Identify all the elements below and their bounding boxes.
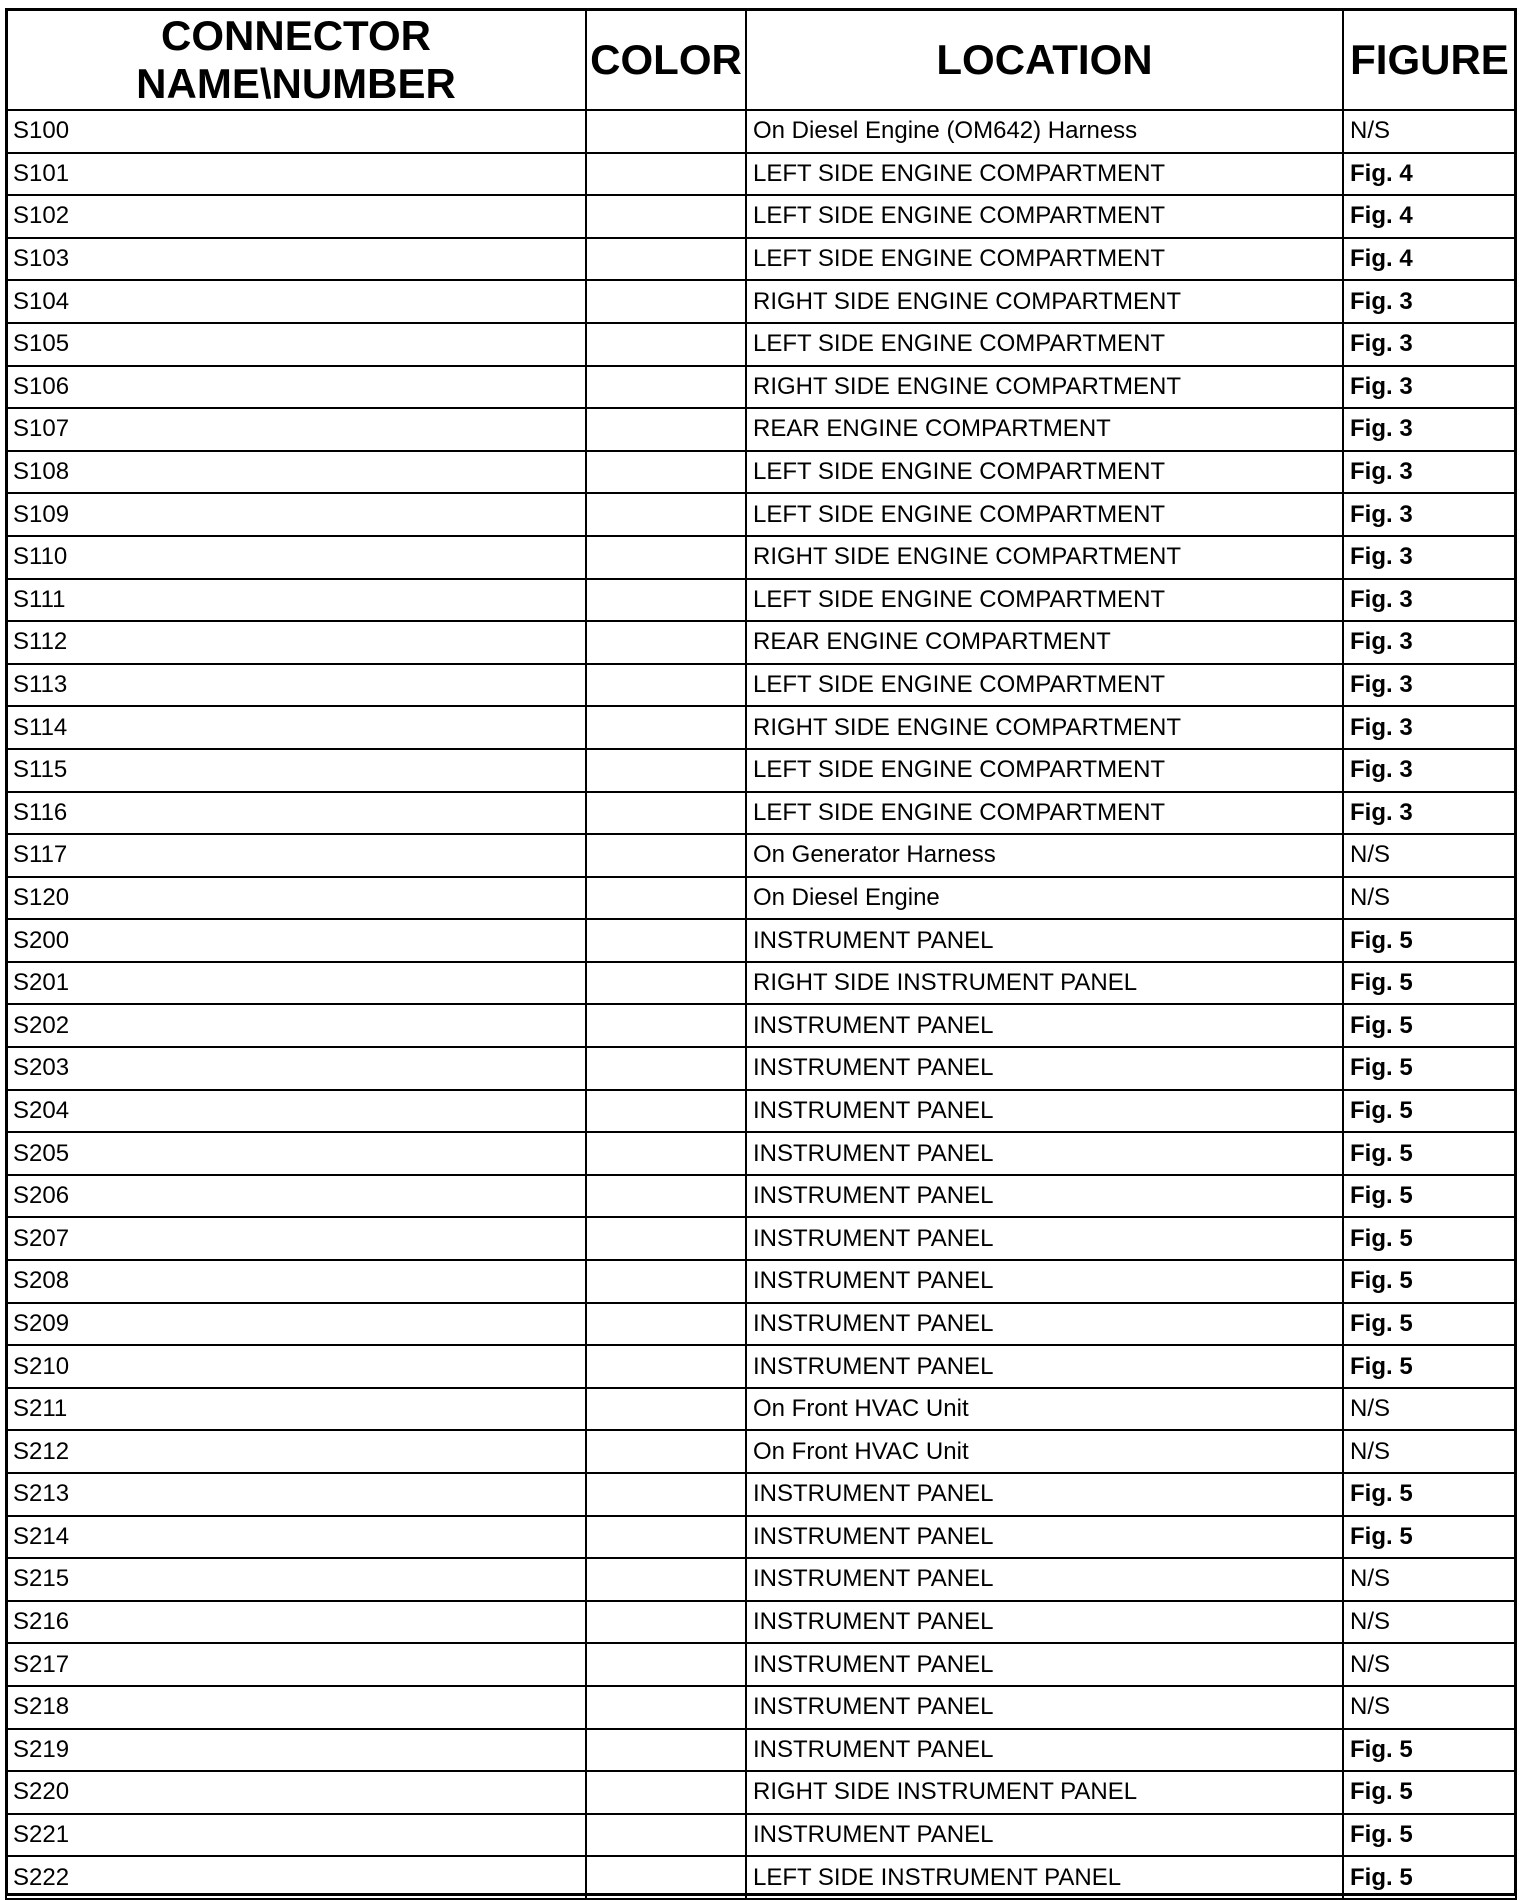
figure-cell: Fig. 5 xyxy=(1343,1004,1516,1047)
color-cell xyxy=(586,238,746,281)
location-cell: LEFT SIDE INSTRUMENT PANEL xyxy=(746,1856,1343,1899)
color-cell xyxy=(586,579,746,622)
connector-name-cell: S220 xyxy=(6,1771,586,1814)
table-row xyxy=(6,1814,1516,1857)
table-row xyxy=(6,408,1516,451)
figure-cell: N/S xyxy=(1343,1686,1516,1729)
table-row xyxy=(6,153,1516,196)
connector-name-cell: S218 xyxy=(6,1686,586,1729)
figure-cell: Fig. 3 xyxy=(1343,323,1516,366)
table-row xyxy=(6,1430,1516,1473)
connector-name-cell: S221 xyxy=(6,1814,586,1857)
connector-name-cell: S203 xyxy=(6,1047,586,1090)
connector-name-cell: S101 xyxy=(6,153,586,196)
connector-name-cell: S109 xyxy=(6,493,586,536)
location-cell: LEFT SIDE ENGINE COMPARTMENT xyxy=(746,451,1343,494)
header-figure: FIGURE xyxy=(1343,9,1516,110)
color-cell xyxy=(586,877,746,920)
figure-cell: Fig. 5 xyxy=(1343,1345,1516,1388)
table-row xyxy=(6,1345,1516,1388)
location-cell: LEFT SIDE ENGINE COMPARTMENT xyxy=(746,238,1343,281)
table-row xyxy=(6,579,1516,622)
color-cell xyxy=(586,1473,746,1516)
location-cell: RIGHT SIDE INSTRUMENT PANEL xyxy=(746,962,1343,1005)
header-connector-line2: NAME\NUMBER xyxy=(136,59,456,107)
table-row xyxy=(6,1729,1516,1772)
table-row xyxy=(6,195,1516,238)
color-cell xyxy=(586,323,746,366)
connector-name-cell: S113 xyxy=(6,664,586,707)
figure-cell: Fig. 3 xyxy=(1343,451,1516,494)
header-connector-line1: CONNECTOR xyxy=(161,11,431,59)
connector-name-cell: S215 xyxy=(6,1558,586,1601)
table-row xyxy=(6,1473,1516,1516)
table-row xyxy=(6,1601,1516,1644)
location-cell: LEFT SIDE ENGINE COMPARTMENT xyxy=(746,493,1343,536)
table-row xyxy=(6,749,1516,792)
connector-name-cell: S211 xyxy=(6,1388,586,1431)
color-cell xyxy=(586,1345,746,1388)
location-cell: LEFT SIDE ENGINE COMPARTMENT xyxy=(746,664,1343,707)
color-cell xyxy=(586,493,746,536)
connector-name-cell: S201 xyxy=(6,962,586,1005)
table-row xyxy=(6,919,1516,962)
connector-name-cell: S105 xyxy=(6,323,586,366)
location-cell: INSTRUMENT PANEL xyxy=(746,1175,1343,1218)
figure-cell: Fig. 3 xyxy=(1343,408,1516,451)
location-cell: INSTRUMENT PANEL xyxy=(746,1260,1343,1303)
table-row xyxy=(6,877,1516,920)
connector-name-cell: S212 xyxy=(6,1430,586,1473)
location-cell: INSTRUMENT PANEL xyxy=(746,1090,1343,1133)
table-row xyxy=(6,792,1516,835)
color-cell xyxy=(586,1260,746,1303)
table-row xyxy=(6,366,1516,409)
header-connector xyxy=(6,9,586,110)
figure-cell: Fig. 3 xyxy=(1343,366,1516,409)
location-cell: RIGHT SIDE ENGINE COMPARTMENT xyxy=(746,536,1343,579)
connector-name-cell: S104 xyxy=(6,280,586,323)
table-row xyxy=(6,664,1516,707)
connector-name-cell: S112 xyxy=(6,621,586,664)
figure-cell: Fig. 4 xyxy=(1343,153,1516,196)
color-cell xyxy=(586,536,746,579)
table-row xyxy=(6,1516,1516,1559)
figure-cell: N/S xyxy=(1343,1601,1516,1644)
table-row xyxy=(6,1558,1516,1601)
location-cell: On Generator Harness xyxy=(746,834,1343,877)
table-row xyxy=(6,1132,1516,1175)
figure-cell: Fig. 5 xyxy=(1343,1729,1516,1772)
location-cell: INSTRUMENT PANEL xyxy=(746,1516,1343,1559)
figure-cell: N/S xyxy=(1343,1643,1516,1686)
connector-name-cell: S117 xyxy=(6,834,586,877)
connector-name-cell: S202 xyxy=(6,1004,586,1047)
figure-cell: Fig. 5 xyxy=(1343,1047,1516,1090)
color-cell xyxy=(586,664,746,707)
location-cell: INSTRUMENT PANEL xyxy=(746,1345,1343,1388)
color-cell xyxy=(586,1814,746,1857)
location-cell: RIGHT SIDE ENGINE COMPARTMENT xyxy=(746,280,1343,323)
color-cell xyxy=(586,1047,746,1090)
connector-name-cell: S116 xyxy=(6,792,586,835)
figure-cell: Fig. 5 xyxy=(1343,962,1516,1005)
location-cell: INSTRUMENT PANEL xyxy=(746,1132,1343,1175)
color-cell xyxy=(586,834,746,877)
connector-name-cell: S214 xyxy=(6,1516,586,1559)
table-row xyxy=(6,1217,1516,1260)
connector-name-cell: S115 xyxy=(6,749,586,792)
figure-cell: Fig. 3 xyxy=(1343,664,1516,707)
table-row xyxy=(6,536,1516,579)
connector-name-cell: S120 xyxy=(6,877,586,920)
color-cell xyxy=(586,280,746,323)
color-cell xyxy=(586,621,746,664)
location-cell: On Front HVAC Unit xyxy=(746,1388,1343,1431)
table-row xyxy=(6,1388,1516,1431)
location-cell: LEFT SIDE ENGINE COMPARTMENT xyxy=(746,749,1343,792)
table-row xyxy=(6,621,1516,664)
connector-name-cell: S216 xyxy=(6,1601,586,1644)
location-cell: On Diesel Engine (OM642) Harness xyxy=(746,110,1343,153)
connector-name-cell: S210 xyxy=(6,1345,586,1388)
table-row xyxy=(6,1771,1516,1814)
color-cell xyxy=(586,1729,746,1772)
table-row xyxy=(6,1004,1516,1047)
color-cell xyxy=(586,366,746,409)
color-cell xyxy=(586,451,746,494)
connector-name-cell: S213 xyxy=(6,1473,586,1516)
figure-cell: Fig. 3 xyxy=(1343,706,1516,749)
connector-name-cell: S107 xyxy=(6,408,586,451)
table-row xyxy=(6,962,1516,1005)
connector-name-cell: S205 xyxy=(6,1132,586,1175)
figure-cell: Fig. 5 xyxy=(1343,1175,1516,1218)
connector-name-cell: S114 xyxy=(6,706,586,749)
color-cell xyxy=(586,1686,746,1729)
table-body xyxy=(6,110,1516,1899)
figure-cell: Fig. 4 xyxy=(1343,195,1516,238)
figure-cell: Fig. 5 xyxy=(1343,1090,1516,1133)
figure-cell: Fig. 5 xyxy=(1343,1303,1516,1346)
header-color: COLOR xyxy=(586,9,746,110)
header-location: LOCATION xyxy=(746,9,1343,110)
figure-cell: Fig. 5 xyxy=(1343,1814,1516,1857)
location-cell: LEFT SIDE ENGINE COMPARTMENT xyxy=(746,792,1343,835)
location-cell: INSTRUMENT PANEL xyxy=(746,1686,1343,1729)
connector-name-cell: S200 xyxy=(6,919,586,962)
location-cell: INSTRUMENT PANEL xyxy=(746,1643,1343,1686)
figure-cell: Fig. 5 xyxy=(1343,1856,1516,1899)
location-cell: LEFT SIDE ENGINE COMPARTMENT xyxy=(746,579,1343,622)
figure-cell: N/S xyxy=(1343,834,1516,877)
color-cell xyxy=(586,1388,746,1431)
connector-name-cell: S103 xyxy=(6,238,586,281)
location-cell: LEFT SIDE ENGINE COMPARTMENT xyxy=(746,153,1343,196)
location-cell: LEFT SIDE ENGINE COMPARTMENT xyxy=(746,323,1343,366)
connector-name-cell: S111 xyxy=(6,579,586,622)
table-row xyxy=(6,1090,1516,1133)
color-cell xyxy=(586,1558,746,1601)
color-cell xyxy=(586,1132,746,1175)
connector-name-cell: S217 xyxy=(6,1643,586,1686)
connector-name-cell: S222 xyxy=(6,1856,586,1899)
location-cell: LEFT SIDE ENGINE COMPARTMENT xyxy=(746,195,1343,238)
table-row xyxy=(6,1047,1516,1090)
figure-cell: Fig. 5 xyxy=(1343,1260,1516,1303)
connector-name-cell: S108 xyxy=(6,451,586,494)
color-cell xyxy=(586,1643,746,1686)
connector-name-cell: S106 xyxy=(6,366,586,409)
color-cell xyxy=(586,153,746,196)
figure-cell: Fig. 3 xyxy=(1343,792,1516,835)
table-row xyxy=(6,323,1516,366)
table-row xyxy=(6,1856,1516,1899)
color-cell xyxy=(586,1004,746,1047)
figure-cell: N/S xyxy=(1343,1430,1516,1473)
figure-cell: Fig. 3 xyxy=(1343,280,1516,323)
connector-name-cell: S206 xyxy=(6,1175,586,1218)
figure-cell: N/S xyxy=(1343,110,1516,153)
location-cell: INSTRUMENT PANEL xyxy=(746,919,1343,962)
location-cell: On Diesel Engine xyxy=(746,877,1343,920)
figure-cell: Fig. 3 xyxy=(1343,749,1516,792)
location-cell: INSTRUMENT PANEL xyxy=(746,1004,1343,1047)
figure-cell: N/S xyxy=(1343,877,1516,920)
location-cell: INSTRUMENT PANEL xyxy=(746,1047,1343,1090)
color-cell xyxy=(586,110,746,153)
location-cell: RIGHT SIDE ENGINE COMPARTMENT xyxy=(746,366,1343,409)
figure-cell: Fig. 5 xyxy=(1343,1516,1516,1559)
location-cell: INSTRUMENT PANEL xyxy=(746,1558,1343,1601)
color-cell xyxy=(586,1303,746,1346)
color-cell xyxy=(586,1516,746,1559)
connector-name-cell: S102 xyxy=(6,195,586,238)
color-cell xyxy=(586,792,746,835)
color-cell xyxy=(586,195,746,238)
color-cell xyxy=(586,706,746,749)
table-row xyxy=(6,1303,1516,1346)
figure-cell: N/S xyxy=(1343,1388,1516,1431)
color-cell xyxy=(586,1217,746,1260)
color-cell xyxy=(586,1856,746,1899)
figure-cell: Fig. 5 xyxy=(1343,1217,1516,1260)
table-row xyxy=(6,493,1516,536)
color-cell xyxy=(586,749,746,792)
color-cell xyxy=(586,408,746,451)
connector-name-cell: S110 xyxy=(6,536,586,579)
figure-cell: Fig. 3 xyxy=(1343,493,1516,536)
figure-cell: Fig. 4 xyxy=(1343,238,1516,281)
color-cell xyxy=(586,962,746,1005)
location-cell: RIGHT SIDE ENGINE COMPARTMENT xyxy=(746,706,1343,749)
location-cell: INSTRUMENT PANEL xyxy=(746,1473,1343,1516)
location-cell: INSTRUMENT PANEL xyxy=(746,1601,1343,1644)
figure-cell: Fig. 3 xyxy=(1343,536,1516,579)
connector-name-cell: S207 xyxy=(6,1217,586,1260)
table-row xyxy=(6,110,1516,153)
figure-cell: Fig. 5 xyxy=(1343,919,1516,962)
connector-name-cell: S209 xyxy=(6,1303,586,1346)
location-cell: INSTRUMENT PANEL xyxy=(746,1303,1343,1346)
table-row xyxy=(6,706,1516,749)
table-row xyxy=(6,280,1516,323)
figure-cell: Fig. 3 xyxy=(1343,579,1516,622)
connector-name-cell: S100 xyxy=(6,110,586,153)
figure-cell: N/S xyxy=(1343,1558,1516,1601)
figure-cell: Fig. 3 xyxy=(1343,621,1516,664)
color-cell xyxy=(586,1175,746,1218)
color-cell xyxy=(586,1090,746,1133)
location-cell: INSTRUMENT PANEL xyxy=(746,1217,1343,1260)
color-cell xyxy=(586,919,746,962)
table-row xyxy=(6,1260,1516,1303)
connector-name-cell: S219 xyxy=(6,1729,586,1772)
connector-name-cell: S208 xyxy=(6,1260,586,1303)
table-row xyxy=(6,1686,1516,1729)
table-row xyxy=(6,1643,1516,1686)
connector-table xyxy=(5,8,1517,1900)
table-row xyxy=(6,1175,1516,1218)
figure-cell: Fig. 5 xyxy=(1343,1771,1516,1814)
connector-name-cell: S204 xyxy=(6,1090,586,1133)
color-cell xyxy=(586,1771,746,1814)
location-cell: REAR ENGINE COMPARTMENT xyxy=(746,408,1343,451)
table-row xyxy=(6,238,1516,281)
color-cell xyxy=(586,1601,746,1644)
color-cell xyxy=(586,1430,746,1473)
location-cell: INSTRUMENT PANEL xyxy=(746,1814,1343,1857)
location-cell: REAR ENGINE COMPARTMENT xyxy=(746,621,1343,664)
figure-cell: Fig. 5 xyxy=(1343,1473,1516,1516)
location-cell: On Front HVAC Unit xyxy=(746,1430,1343,1473)
table-row xyxy=(6,834,1516,877)
location-cell: INSTRUMENT PANEL xyxy=(746,1729,1343,1772)
figure-cell: Fig. 5 xyxy=(1343,1132,1516,1175)
table-row xyxy=(6,451,1516,494)
location-cell: RIGHT SIDE INSTRUMENT PANEL xyxy=(746,1771,1343,1814)
table-header-row xyxy=(6,9,1516,110)
